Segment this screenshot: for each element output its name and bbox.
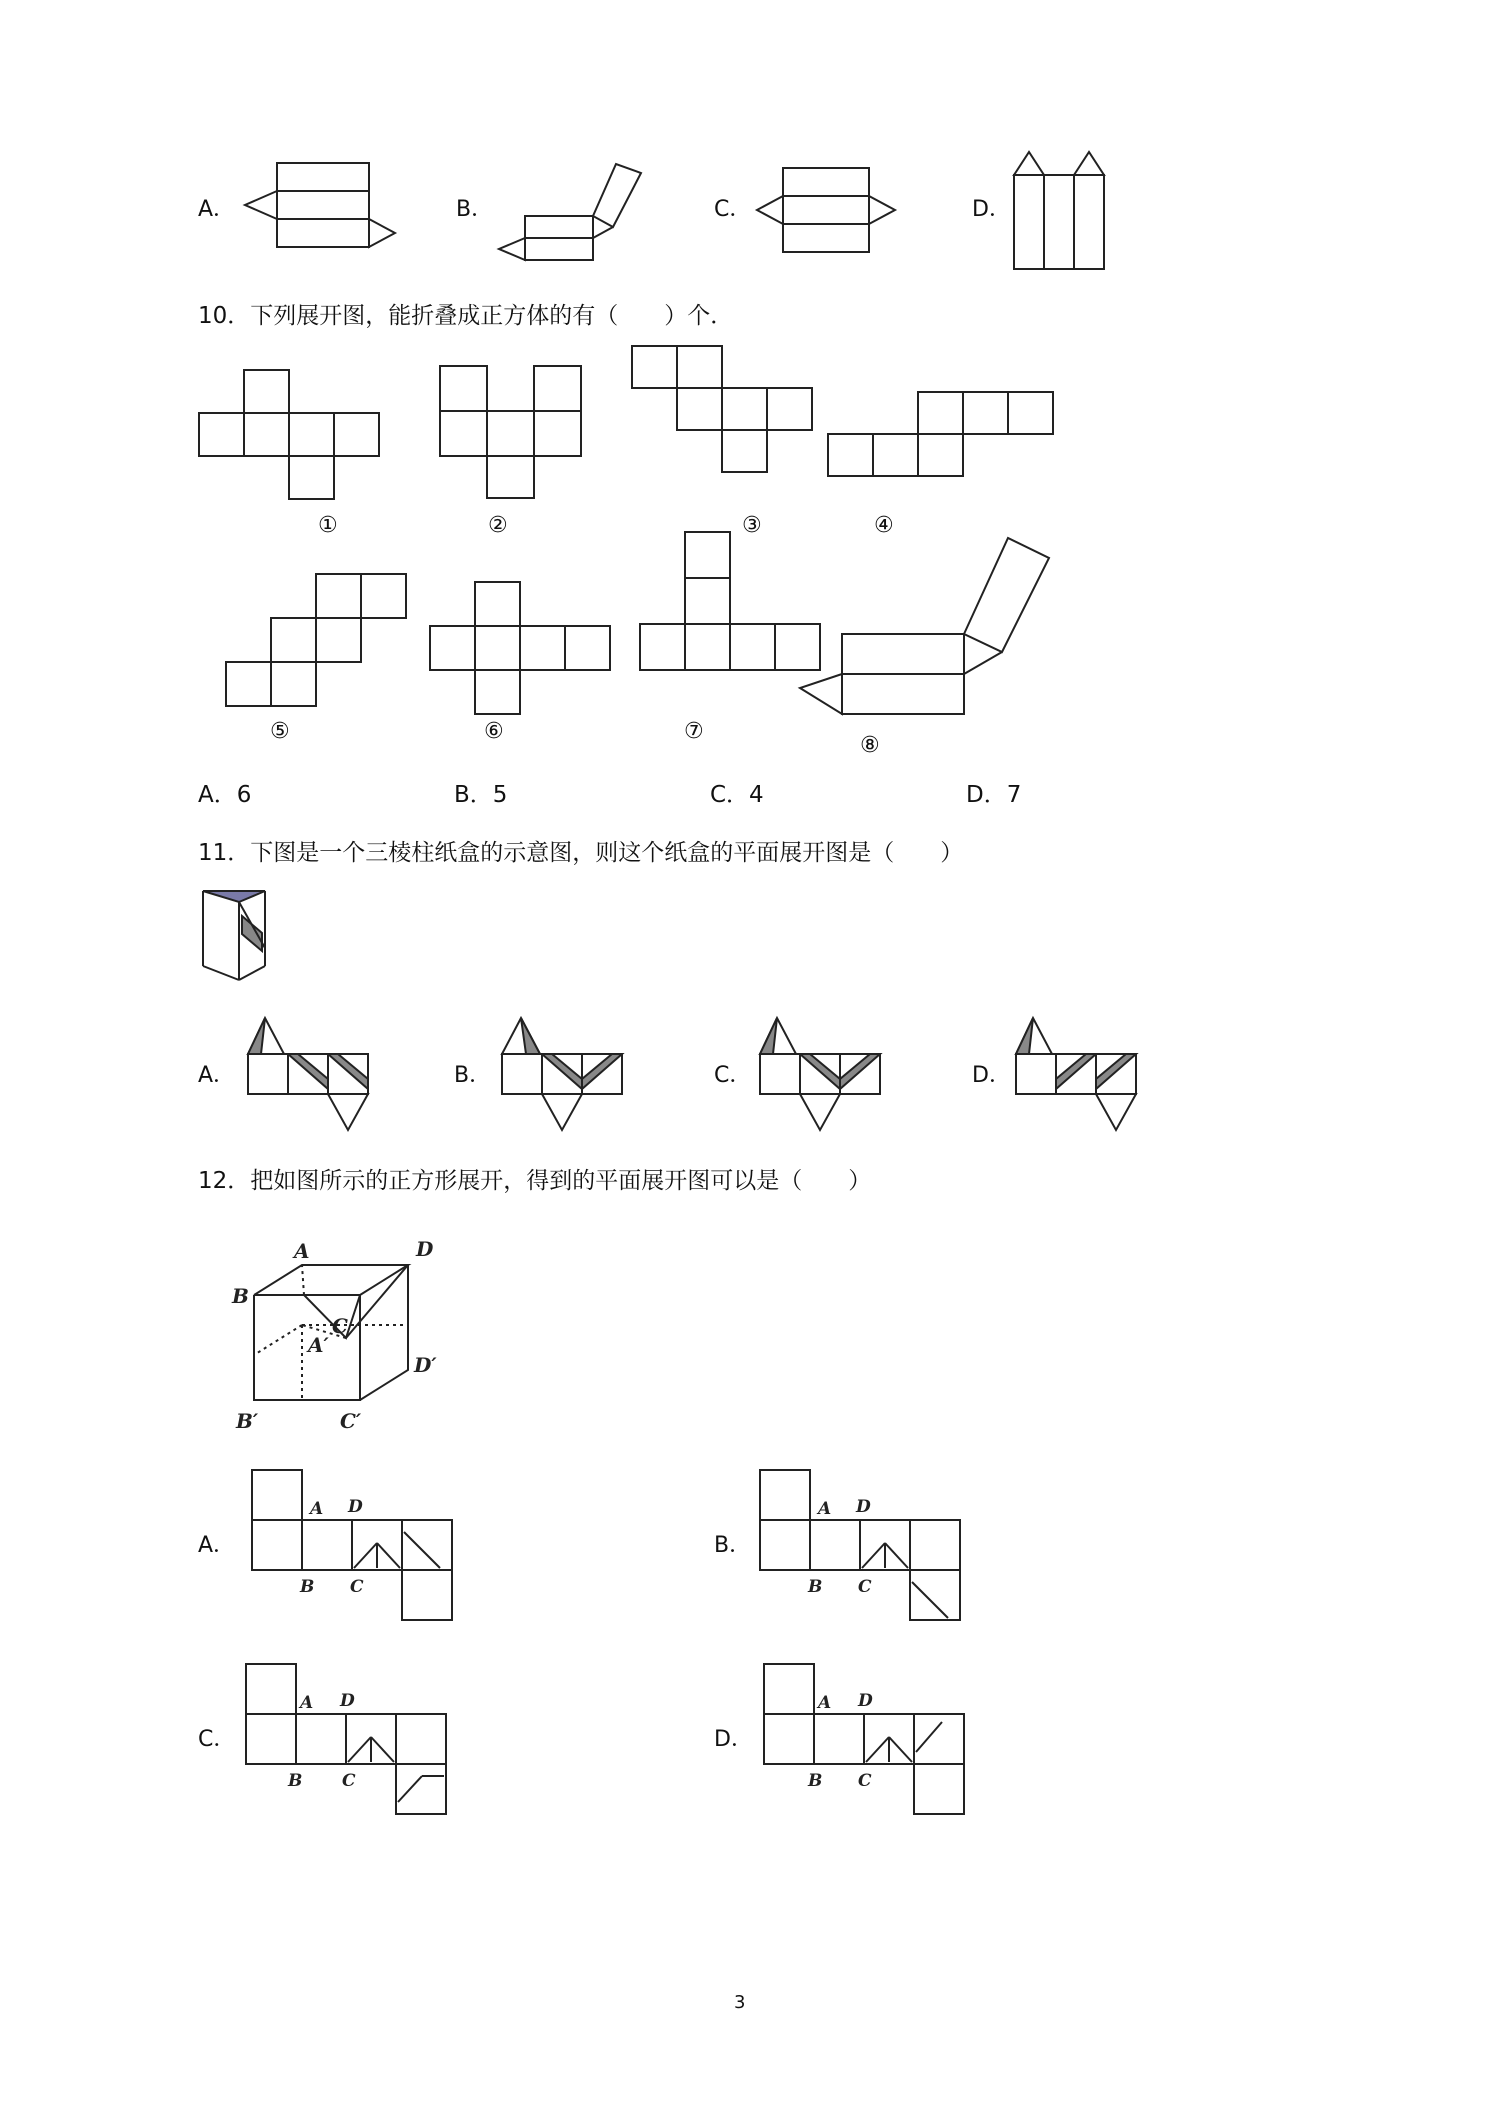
q10-net-2 <box>438 364 598 500</box>
q12-net-b <box>758 1468 978 1628</box>
q10-option-a[interactable]: A．6 <box>198 782 252 808</box>
svg-text:B: B <box>808 1577 823 1597</box>
cube-label-c: C <box>332 1314 348 1338</box>
svg-text:C: C <box>342 1771 356 1791</box>
svg-text:B: B <box>300 1577 315 1597</box>
q10-net-1 <box>198 368 388 498</box>
q12-net-a <box>250 1468 470 1628</box>
q10-net-5 <box>226 572 416 712</box>
q11-option-d-label[interactable]: D． <box>972 1063 1011 1088</box>
svg-text:A: A <box>300 1693 314 1713</box>
q10-net-8 <box>798 536 1058 716</box>
q12-stem: 12．把如图所示的正方形展开，得到的平面展开图可以是（ ） <box>198 1168 872 1194</box>
q12-cube-figure <box>228 1230 448 1440</box>
q10-option-d[interactable]: D．7 <box>966 782 1022 808</box>
q10-net-4 <box>828 390 1068 480</box>
cube-label-a-prime: A′ <box>308 1333 329 1357</box>
q10-net-3-label: ③ <box>742 513 762 538</box>
q9-figure-a <box>240 160 400 250</box>
svg-text:D: D <box>858 1691 873 1711</box>
q11-net-b <box>500 1015 630 1135</box>
svg-text:C: C <box>858 1771 872 1791</box>
prism-stripe <box>242 916 262 951</box>
q9-figure-d <box>1012 148 1112 272</box>
prism-top-face <box>203 891 265 902</box>
q12-option-d-label[interactable]: D． <box>714 1727 753 1752</box>
page-number: 3 <box>734 1992 746 2013</box>
q11-net-c <box>758 1015 888 1135</box>
q11-stem: 11．下图是一个三棱柱纸盒的示意图，则这个纸盒的平面展开图是（ ） <box>198 840 964 866</box>
svg-text:A: A <box>310 1499 324 1519</box>
svg-text:A: A <box>818 1499 832 1519</box>
q10-net-4-label: ④ <box>874 513 894 538</box>
q11-net-a <box>246 1015 376 1135</box>
svg-text:C: C <box>858 1577 872 1597</box>
q11-net-d <box>1014 1015 1144 1135</box>
q11-prism-figure <box>200 888 270 996</box>
q12-option-a-label[interactable]: A． <box>198 1533 236 1558</box>
q10-net-8-label: ⑧ <box>860 733 880 758</box>
svg-text:B: B <box>808 1771 823 1791</box>
q10-option-b[interactable]: B．5 <box>454 782 508 808</box>
q10-net-2-label: ② <box>488 513 508 538</box>
svg-text:D: D <box>340 1691 355 1711</box>
cube-label-d: D <box>416 1237 434 1261</box>
q9-option-c-label[interactable]: C． <box>714 197 752 222</box>
cube-label-b-prime: B′ <box>236 1409 259 1433</box>
q10-option-c[interactable]: C．4 <box>710 782 764 808</box>
q9-option-b-label[interactable]: B． <box>456 197 494 222</box>
q10-net-6-label: ⑥ <box>484 719 504 744</box>
svg-text:B: B <box>288 1771 303 1791</box>
q10-net-3 <box>630 344 820 474</box>
q9-option-d-label[interactable]: D． <box>972 197 1011 222</box>
cube-label-c-prime: C′ <box>340 1409 362 1433</box>
q10-net-6 <box>430 580 620 720</box>
q12-option-b-label[interactable]: B． <box>714 1533 752 1558</box>
svg-text:A: A <box>818 1693 832 1713</box>
cube-label-a: A <box>294 1239 310 1263</box>
q9-option-a-label[interactable]: A． <box>198 197 236 222</box>
q9-figure-c <box>752 165 902 255</box>
q12-net-d <box>762 1662 982 1822</box>
q12-option-c-label[interactable]: C． <box>198 1727 236 1752</box>
q10-net-5-label: ⑤ <box>270 719 290 744</box>
q11-option-b-label[interactable]: B． <box>454 1063 492 1088</box>
svg-text:C: C <box>350 1577 364 1597</box>
svg-text:D: D <box>856 1497 871 1517</box>
q10-net-1-label: ① <box>318 513 338 538</box>
q9-figure-b <box>495 160 655 260</box>
cube-label-b: B <box>232 1284 249 1308</box>
q11-option-c-label[interactable]: C． <box>714 1063 752 1088</box>
q12-net-c <box>244 1662 464 1822</box>
q10-stem: 10．下列展开图，能折叠成正方体的有（ ）个． <box>198 303 734 329</box>
q10-net-7-label: ⑦ <box>684 719 704 744</box>
q11-option-a-label[interactable]: A． <box>198 1063 236 1088</box>
svg-text:D: D <box>348 1497 363 1517</box>
cube-label-d-prime: D′ <box>414 1353 437 1377</box>
